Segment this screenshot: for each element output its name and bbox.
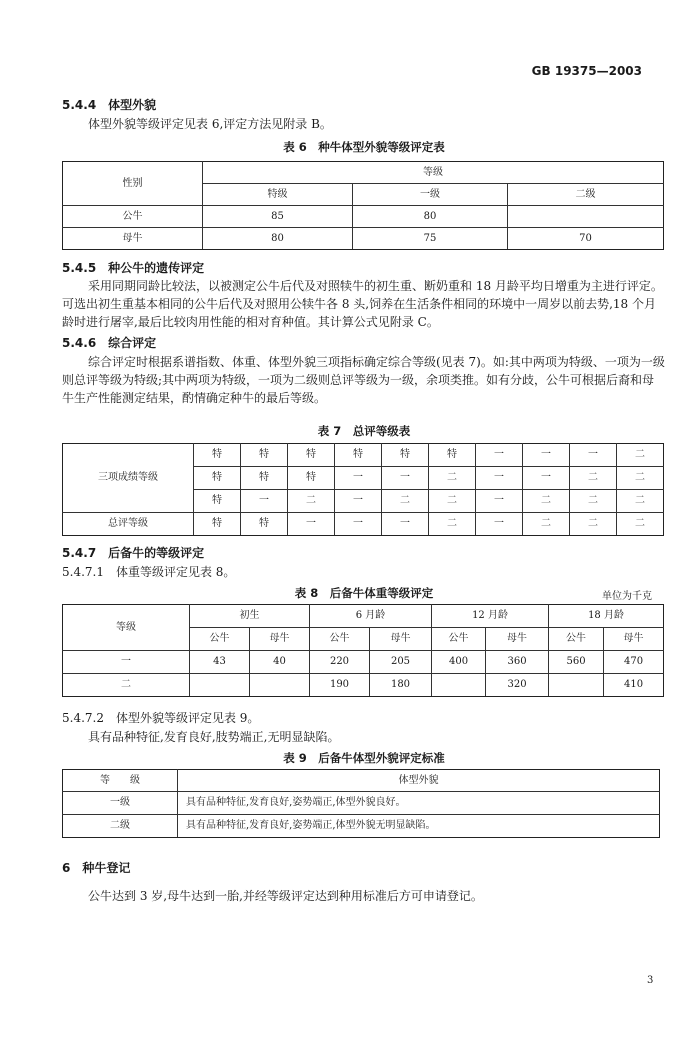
table7-cell: 特: [194, 467, 241, 490]
table7-caption: 表 7 总评等级表: [317, 424, 411, 438]
table8-caption: 表 8 后备牛体重等级评定: [294, 586, 434, 600]
table8-sex-head: 母牛: [604, 628, 664, 651]
table7-cell: 特: [335, 444, 382, 467]
table6-row-label: 母牛: [63, 228, 203, 250]
table8-cell: 220: [310, 651, 370, 674]
table7-cell: 一: [335, 513, 382, 536]
table7-cell: 二: [617, 490, 664, 513]
table8-cell: 360: [486, 651, 549, 674]
table7-cell: 特: [241, 444, 288, 467]
table6-col-head: 一级: [353, 184, 508, 206]
table7-cell: 一: [523, 467, 570, 490]
table9-caption: 表 9 后备牛体型外貌评定标准: [283, 751, 445, 765]
table8-sex-head: 公牛: [432, 628, 486, 651]
section-5-4-7-1-text: 5.4.7.1 体重等级评定见表 8。: [62, 565, 236, 579]
section-5-4-6-text: 综合评定时根据系谱指数、体重、体型外貌三项指标确定综合等级(见表 7)。如:其中两项为特级、一项为一级则总评等级为特级;其中两项为特级，一项为二级则总评等级为一级，余项类推。如有分歧，公牛可根据后裔和母牛生产性能测定结果，酌情确定种牛的最后等级。: [62, 355, 665, 405]
table7-cell: 特: [382, 444, 429, 467]
table7-cell: 二: [617, 444, 664, 467]
table6-cell: 70: [508, 228, 664, 250]
table8-sex-head: 公牛: [310, 628, 370, 651]
table7-cell: 一: [382, 513, 429, 536]
table8-cell: [432, 674, 486, 697]
table9-row-desc: 具有品种特征,发育良好,姿势端正,体型外貌无明显缺陷。: [178, 815, 660, 838]
table8-cell: 205: [370, 651, 432, 674]
table7-cell: 特: [288, 467, 335, 490]
table7-row-label-overall: 总评等级: [63, 513, 194, 536]
table7-cell: 特: [194, 513, 241, 536]
table9-row-desc: 具有品种特征,发育良好,姿势端正,体型外貌良好。: [178, 792, 660, 815]
standard-number: GB 19375—2003: [531, 64, 642, 78]
table6-cell: 80: [353, 206, 508, 228]
table6-caption: 表 6 种牛体型外貌等级评定表: [283, 140, 445, 154]
table6-cell: [508, 206, 664, 228]
table9-head-grade: 等 级: [63, 770, 178, 792]
section-5-4-7-2-text: 5.4.7.2 体型外貌等级评定见表 9。: [62, 711, 260, 725]
table8-row-label: 一: [63, 651, 190, 674]
table-row: [63, 651, 664, 674]
table8-sex-head: 母牛: [370, 628, 432, 651]
section-5-4-7-heading: 5.4.7 后备牛的等级评定: [62, 546, 205, 560]
table7-cell: 一: [476, 490, 523, 513]
table7-cell: 一: [476, 513, 523, 536]
table8-cell: [549, 674, 604, 697]
table6-cell: 80: [203, 228, 353, 250]
table8-row-label: 二: [63, 674, 190, 697]
section-5-4-5-text: 采用同期同龄比较法，以被测定公牛后代及对照犊牛的初生重、断奶重和 18 月龄平均日增重为主进行评定。可选出初生重基本相同的公牛后代及对照用公犊牛各 8 头,饲养在生活条件相同的环境中一周岁以前去势,18 个月龄时进行屠宰,最后比较肉用性能的相对育种值。其计算公式见附录 C。: [62, 279, 663, 329]
table8-cell: 180: [370, 674, 432, 697]
table9-head-desc: 体型外貌: [178, 770, 660, 792]
section-5-4-6-heading: 5.4.6 综合评定: [62, 336, 157, 350]
table8-sex-head: 母牛: [486, 628, 549, 651]
section-6-heading: 6 种牛登记: [62, 861, 131, 875]
table7-cell: 特: [288, 444, 335, 467]
table8-cell: 190: [310, 674, 370, 697]
table8-unit: 单位为千克: [602, 591, 652, 602]
table-row: [63, 513, 664, 536]
table7-cell: 二: [523, 490, 570, 513]
table8-age-head: 18 月龄: [549, 605, 664, 628]
table-row: [63, 228, 664, 250]
table8-head-grade: 等级: [63, 605, 190, 651]
table7-cell: 二: [288, 490, 335, 513]
table8-sex-head: 公牛: [549, 628, 604, 651]
section-5-4-4-text: 体型外貌等级评定见表 6,评定方法见附录 B。: [88, 117, 332, 131]
page-number: 3: [647, 975, 654, 986]
table7-cell: 二: [617, 513, 664, 536]
table7-cell: 一: [335, 490, 382, 513]
table7-cell: 一: [476, 467, 523, 490]
table7-cell: 特: [241, 467, 288, 490]
table8-cell: 400: [432, 651, 486, 674]
section-5-4-7-2-text2: 具有品种特征,发育良好,肢势端正,无明显缺陷。: [88, 730, 340, 744]
table6-head-grade: 等级: [203, 162, 664, 184]
table7-cell: 二: [617, 467, 664, 490]
table6-row-label: 公牛: [63, 206, 203, 228]
table7-cell: 一: [335, 467, 382, 490]
table9-row-label: 一级: [63, 792, 178, 815]
table7-cell: 一: [382, 467, 429, 490]
section-5-4-5-heading: 5.4.5 种公牛的遗传评定: [62, 261, 205, 275]
table7-cell: 一: [241, 490, 288, 513]
table7-cell: 一: [523, 444, 570, 467]
table-row: [63, 815, 660, 838]
table8-age-head: 12 月龄: [432, 605, 549, 628]
table9: [62, 769, 660, 838]
table8-sex-head: 公牛: [190, 628, 250, 651]
table-row: [63, 792, 660, 815]
table7-cell: 二: [429, 467, 476, 490]
table8-cell: 40: [250, 651, 310, 674]
table8-cell: 320: [486, 674, 549, 697]
table6-cell: 85: [203, 206, 353, 228]
section-6-text: 公牛达到 3 岁,母牛达到一胎,并经等级评定达到种用标准后方可申请登记。: [88, 889, 483, 903]
table6-head-sex: 性别: [63, 162, 203, 206]
table-row: [63, 444, 664, 467]
table8-age-head: 6 月龄: [310, 605, 432, 628]
table8-cell: 470: [604, 651, 664, 674]
table8-cell: 560: [549, 651, 604, 674]
table8-cell: [190, 674, 250, 697]
table7-cell: 二: [429, 490, 476, 513]
table8: [62, 604, 664, 697]
table7-cell: 二: [429, 513, 476, 536]
table6-col-head: 二级: [508, 184, 664, 206]
table7-cell: 一: [570, 444, 617, 467]
table7-cell: 二: [382, 490, 429, 513]
table8-age-head: 初生: [190, 605, 310, 628]
table7-cell: 二: [570, 513, 617, 536]
table9-row-label: 二级: [63, 815, 178, 838]
table-row: [63, 206, 664, 228]
table6-col-head: 特级: [203, 184, 353, 206]
table7-cell: 特: [194, 444, 241, 467]
table8-cell: 410: [604, 674, 664, 697]
table7-cell: 二: [570, 490, 617, 513]
table8-cell: [250, 674, 310, 697]
table7-cell: 一: [288, 513, 335, 536]
table8-cell: 43: [190, 651, 250, 674]
table7-cell: 二: [570, 467, 617, 490]
table7-cell: 特: [429, 444, 476, 467]
table8-sex-head: 母牛: [250, 628, 310, 651]
table7-row-label-scores: 三项成绩等级: [63, 444, 194, 513]
table-row: [63, 674, 664, 697]
section-5-4-4-heading: 5.4.4 体型外貌: [62, 98, 157, 112]
table7-cell: 特: [241, 513, 288, 536]
table7: [62, 443, 664, 536]
table6: [62, 161, 664, 250]
table7-cell: 特: [194, 490, 241, 513]
table7-cell: 一: [476, 444, 523, 467]
table7-cell: 二: [523, 513, 570, 536]
table6-cell: 75: [353, 228, 508, 250]
